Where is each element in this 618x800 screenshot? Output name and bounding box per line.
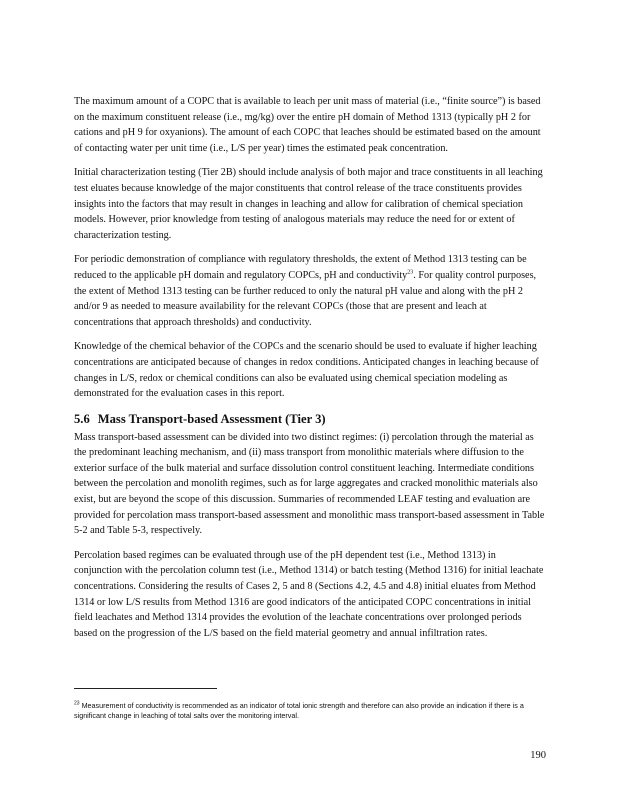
page-content <box>74 94 546 650</box>
footnote-divider <box>74 688 217 689</box>
footnote <box>74 701 546 721</box>
section-heading <box>74 411 546 428</box>
paragraph-finite-source: The maximum amount of a COPC that is available to leach per unit mass of material (i.e., “finite source”) is based on the maximum constituent release (i.e., mg/kg) over the entire pH domain of Method 1313 (typically pH 2 for cations and pH 9 for oxyanions). The amount of each COPC that leaches should be estimated based on the amount of contacting water per unit time (i.e., L/S per year) times the estimated peak concentration. <box>74 96 541 154</box>
paragraph-initial-characterization: Initial characterization testing (Tier 2B) should include analysis of both major and trace constituents in all leaching test eluates because knowledge of the major constituents that control release of the trace constituents provides insights into the factors that may result in changes in leaching and allow for calibration of chemical speciation models. However, prior knowledge from testing of analogous materials may reduce the need for or extent of characterization testing. <box>74 167 543 241</box>
paragraph-periodic-compliance-main: For periodic demonstration of compliance with regulatory thresholds, the extent of Method 1313 testing can be reduced to the applicable pH domain and regulatory COPCs, pH and conductivity <box>74 254 527 281</box>
paragraph-chemical-behavior: Knowledge of the chemical behavior of the COPCs and the scenario should be used to evaluate if higher leaching concentrations are anticipated because of changes in redox conditions. Anticipated changes in leaching because of changes in L/S, redox or chemical conditions can also be evaluated using chemical speciation modeling as demonstrated for the evaluation cases in this report. <box>74 341 539 400</box>
paragraph-mass-transport-regimes: Mass transport‑based assessment can be divided into two distinct regimes: (i) percolation through the material as the predominant leaching mechanism, and (ii) mass transport from monolithic materials where diffusion to the exterior surface of the bulk material and surface dissolution control constituent leaching. Intermediate conditions between the percolation and monolith regimes, such as for large aggregates and cracked monolithic materials also exist, but are beyond the scope of this discussion. Summaries of recommended LEAF testing and evaluation are provided for percolation mass transport‑based assessment and monolithic mass transport‑based assessment in Table 5‑2 and Table 5‑3, respectively. <box>74 431 545 537</box>
footnote-text: Measurement of conductivity is recommended as an indicator of total ionic strength and therefore can also provide an indication if there is a significant change in leaching of total salts over the monitoring interval. <box>74 701 524 720</box>
paragraph-periodic-compliance <box>74 252 546 330</box>
page-number: 190 <box>530 750 546 761</box>
footnote-marker: 23 <box>74 700 80 707</box>
footnote-reference[interactable]: 23 <box>407 269 414 276</box>
section-number: 5.6 <box>74 411 90 426</box>
section-title: Mass Transport‑based Assessment (Tier 3) <box>97 411 326 426</box>
paragraph-percolation-regimes: Percolation based regimes can be evaluated through use of the pH dependent test (i.e., Method 1313) in conjunction with the percolation column test (i.e., Method 1314) or batch testing (Method 1316) for initial leachate concentrations. Considering the results of Cases 2, 5 and 8 (Sections 4.2, 4.5 and 4.8) initial eluates from Method 1314 or low L/S results from Method 1316 are good indicators of the anticipated COPC concentrations in initial field leachates and Method 1314 provides the evolution of the leachate concentrations over prolonged periods based on the progression of the L/S based on the field material geometry and annual infiltration rates. <box>74 549 544 639</box>
paragraph-periodic-compliance-tail: . For quality control purposes, the extent of Method 1313 testing can be further reduced to only the natural pH value and along with the pH 2 and/or 9 as needed to measure availability for the relevant COPCs (those that are present and leach at concentrations that approach thresholds) and conductivity. <box>74 269 537 328</box>
